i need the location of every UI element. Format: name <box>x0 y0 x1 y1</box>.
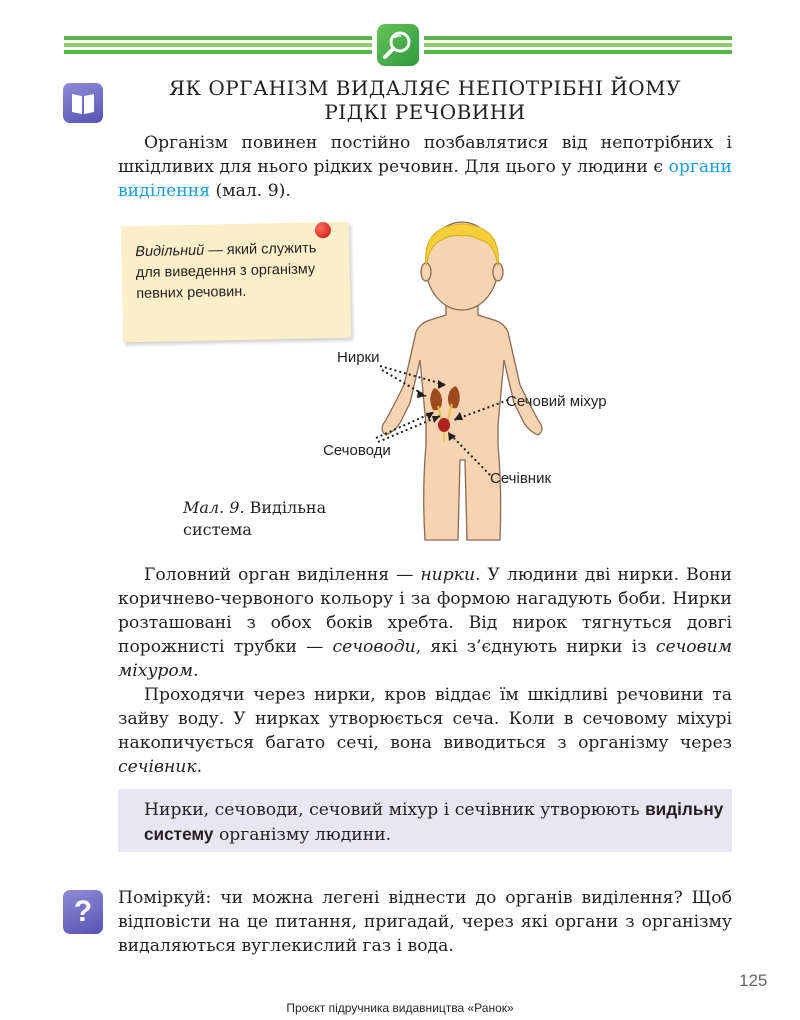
definition-body: — який служить для виведення з організму певних речовин. <box>135 240 317 303</box>
p2-text-4: . <box>193 661 199 681</box>
term-excretory-organs: органи виділення <box>118 157 732 201</box>
p3-text-2: . <box>196 757 203 777</box>
footer-text: Проєкт підручника видавництва «Ранок» <box>286 1001 514 1015</box>
section-title <box>120 76 730 124</box>
section-title-line2: РІДКІ РЕЧОВИНИ <box>324 100 526 124</box>
intro-text: Організм повинен постійно позбавлятися від непотрібних і шкідливих для нього рідких речовин. Для цього у людини є <box>118 133 732 177</box>
p3-text-1: Проходячи через нирки, кров віддає їм шкідливі речовини та зайву воду. У нирках утворюється сеча. Коли в сечовому міхурі накопичується багато сечі, вона виводиться з організму через <box>118 685 732 753</box>
intro-paragraph <box>118 131 732 203</box>
p2-text-1: Головний орган виділення — <box>144 565 421 585</box>
summary-text-1: Нирки, сечоводи, сечовий міхур і сечівник утворюють <box>144 800 646 820</box>
book-icon <box>63 83 103 123</box>
definition-text <box>135 238 336 305</box>
page-number: 125 <box>739 971 768 990</box>
definition-term: Видільний <box>135 242 205 261</box>
label-urethra: Сечівник <box>490 470 552 487</box>
pin-icon <box>315 222 331 238</box>
figure-caption-label: Мал. 9. <box>183 498 245 517</box>
figure-caption-text: Видільна система <box>183 498 327 539</box>
summary-box <box>118 789 732 852</box>
magnifier-icon <box>377 24 419 66</box>
question-text: Поміркуй: чи можна легені віднести до органів виділення? Щоб відповісти на це питання, пригадай, через які органи з організму видаляються вуглекислий газ і вода. <box>118 888 732 956</box>
label-bladder: Сечовий міхур <box>506 393 607 410</box>
header-stripes-right <box>424 36 732 54</box>
p3-term-urethra: сечівник <box>118 757 197 777</box>
summary-bold-term: видільну систему <box>144 799 724 844</box>
label-ureters: Сечоводи <box>323 442 391 459</box>
question-icon: ? <box>63 890 103 934</box>
summary-text-2: організму людини. <box>213 825 392 845</box>
figure-caption <box>183 497 368 541</box>
intro-text-end: (мал. 9). <box>210 181 291 201</box>
p2-text-2: . У людини дві нирки. Вони коричнево-червоного кольору і за формою нагадують боби. Нирки розташовані з обох боків хребта. Від нирок тягнуться довгі порожнисті трубки — <box>118 565 732 657</box>
header-stripes-left <box>64 36 372 54</box>
body-illustration <box>330 220 630 550</box>
section-title-line1: ЯК ОРГАНІЗМ ВИДАЛЯЄ НЕПОТРІБНІ ЙОМУ <box>168 76 682 100</box>
paragraph-urine <box>118 683 732 779</box>
p2-text-3: , які з’єднують нирки із <box>415 637 656 657</box>
paragraph-kidneys <box>118 563 732 683</box>
label-kidneys: Нирки <box>337 349 380 366</box>
p2-term-kidneys: нирки <box>420 565 476 585</box>
definition-note <box>121 222 351 343</box>
summary-text <box>144 797 724 847</box>
p2-term-bladder: сечовим міхуром <box>118 637 732 681</box>
p2-term-ureters: сечоводи <box>332 637 416 657</box>
